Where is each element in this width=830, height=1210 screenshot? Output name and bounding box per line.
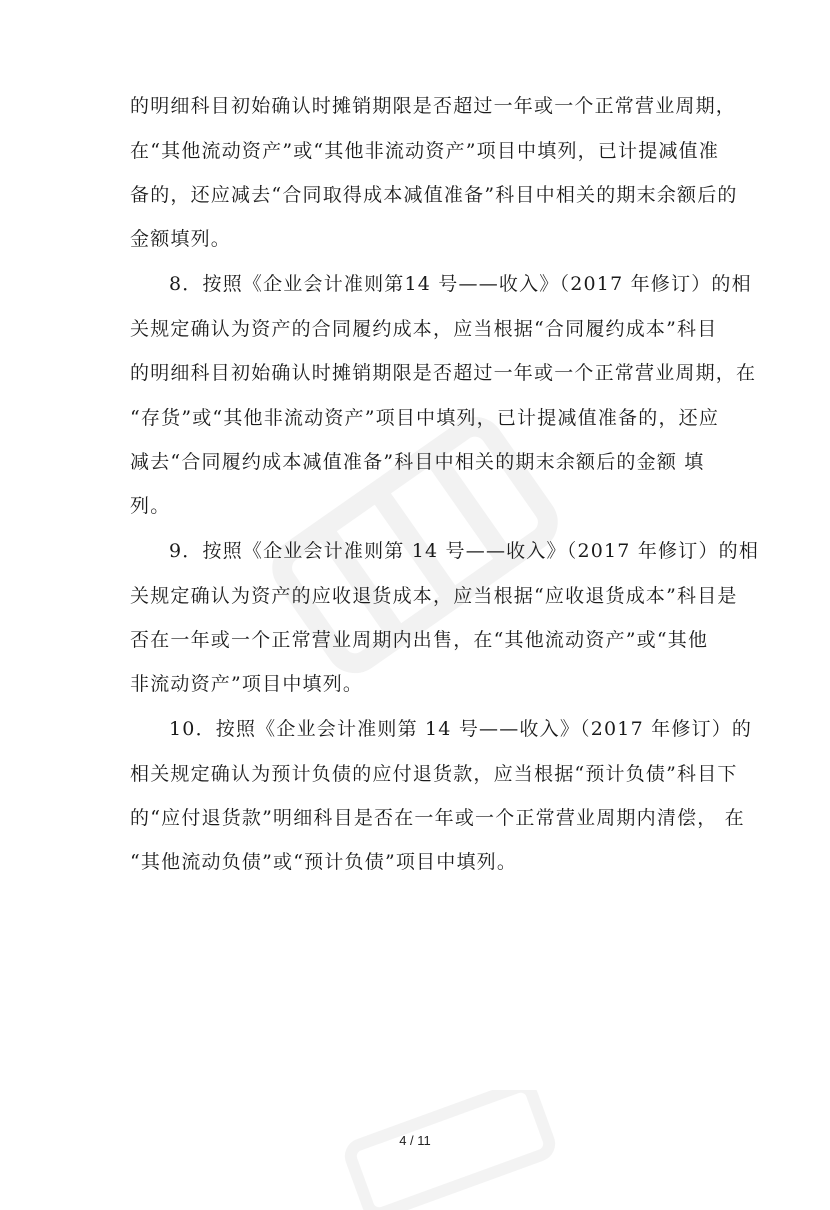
text-line: 非流动资产”项目中填列。 <box>130 673 364 695</box>
text-line: 相关规定确认为预计负债的应付退货款，应当根据“预计负债”科目下 <box>130 763 738 785</box>
text-line: 关规定确认为资产的应收退货成本，应当根据“应收退货成本”科目是 <box>130 585 738 607</box>
text-line: “其他流动负债”或“预计负债”项目中填列。 <box>130 851 518 873</box>
text-line: 关规定确认为资产的合同履约成本，应当根据“合同履约成本”科目 <box>130 318 718 340</box>
text-line: 在“其他流动资产”或“其他非流动资产”项目中填列，已计提减值准 <box>130 140 720 162</box>
text-line: “存货”或“其他非流动资产”项目中填列，已计提减值准备的，还应 <box>130 407 720 429</box>
text-line: 减去“合同履约成本减值准备”科目中相关的期末余额后的金额 填 <box>130 451 705 473</box>
page-number: 4 / 11 <box>399 1133 431 1148</box>
text-line: 9．按照《企业会计准则第 14 号——收入》（2017 年修订）的相 <box>169 540 760 562</box>
text-line: 备的，还应减去“合同取得成本减值准备”科目中相关的期末余额后的 <box>130 184 738 206</box>
watermark-logo-bottom <box>330 1090 570 1210</box>
text-line: 8．按照《企业会计准则第14 号——收入》（2017 年修订）的相 <box>169 273 752 295</box>
text-line: 的“应付退货款”明细科目是否在一年或一个正常营业周期内清偿， 在 <box>130 807 745 829</box>
text-line: 的明细科目初始确认时摊销期限是否超过一年或一个正常营业周期， <box>130 95 737 117</box>
text-line: 10．按照《企业会计准则第 14 号——收入》（2017 年修订）的 <box>169 718 753 740</box>
text-line: 否在一年或一个正常营业周期内出售，在“其他流动资产”或“其他 <box>130 629 709 651</box>
text-line: 的明细科目初始确认时摊销期限是否超过一年或一个正常营业周期，在 <box>130 362 757 384</box>
text-line: 金额填列。 <box>130 228 232 250</box>
text-line: 列。 <box>130 495 171 517</box>
